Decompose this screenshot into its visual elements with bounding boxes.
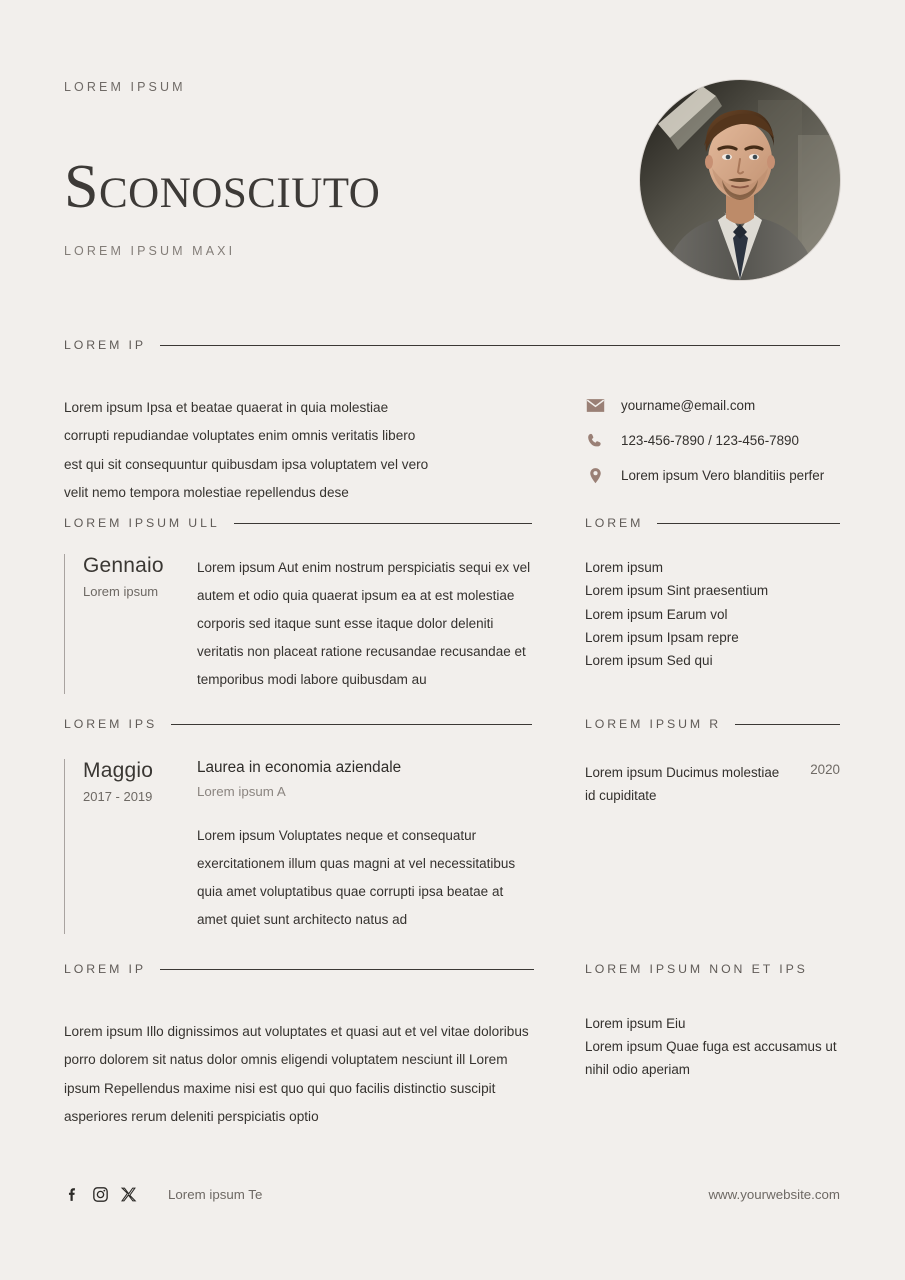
additional-section (64, 962, 534, 1132)
languages-heading-label: LOREM IPSUM NON ET IPS (585, 962, 808, 976)
education-description: Lorem ipsum Voluptates neque et consequatur exercitationem illum quas magni at vel necessitatibus quia amet voluptatibus quae corrupti ipsa beatae at amet quiet sunt architecto natus ad (197, 828, 516, 927)
heading-rule (735, 724, 840, 725)
education-heading (64, 717, 532, 731)
list-item: Lorem ipsum Sint praesentium (585, 583, 769, 599)
award-year: 2020 (810, 762, 840, 777)
x-twitter-icon[interactable] (120, 1186, 137, 1203)
contact-block (585, 388, 855, 493)
heading-rule (160, 345, 840, 346)
list-item: Lorem ipsum Sed qui (585, 653, 713, 669)
contact-row-location[interactable] (585, 458, 855, 493)
footer-website[interactable]: www.yourwebsite.com (708, 1187, 840, 1202)
experience-heading (64, 516, 532, 530)
list-item: Lorem ipsum (585, 560, 664, 575)
experience-date-primary: Gennaio (83, 554, 164, 577)
contact-phone: 123-456-7890 / 123-456-7890 (621, 433, 799, 448)
education-section (64, 717, 532, 934)
experience-entry (64, 554, 532, 694)
contact-row-email[interactable] (585, 388, 855, 423)
instagram-icon[interactable] (92, 1186, 109, 1203)
phone-icon (585, 431, 605, 451)
award-row (585, 761, 840, 807)
footer-name: Lorem ipsum Te (168, 1187, 263, 1202)
profile-heading-label: LOREM IP (64, 338, 146, 352)
education-entry-body (183, 759, 532, 934)
profile-text: Lorem ipsum Ipsa et beatae quaerat in quia molestiae corrupti repudiandae voluptates enim omnis veritatis libero est qui sit consequuntur quibusdam ipsa voluptatem vel vero velit nemo tempora molestiae repellendus dese (64, 400, 429, 501)
list-item: Lorem ipsum Earum vol (585, 606, 728, 622)
award-text: Lorem ipsum Ducimus molestiae id cupiditate (585, 765, 780, 804)
profile-section (64, 338, 532, 508)
additional-heading (64, 962, 534, 976)
location-pin-icon (585, 466, 605, 486)
experience-section (64, 516, 532, 694)
awards-heading (585, 717, 840, 731)
header-eyebrow: LOREM IPSUM (64, 80, 186, 94)
awards-section (585, 717, 840, 807)
education-heading-label: LOREM IPS (64, 717, 158, 731)
skills-heading-label: LOREM (585, 516, 644, 530)
candidate-name: Sconosciuto (64, 153, 381, 221)
contact-email: yourname@email.com (621, 398, 756, 413)
languages-section (585, 962, 840, 1082)
education-title: Laurea in economia aziendale (197, 759, 402, 776)
heading-rule (234, 523, 532, 524)
heading-rule (160, 969, 534, 970)
education-date-secondary: 2017 - 2019 (83, 789, 153, 804)
resume-footer (64, 1186, 840, 1203)
education-entry-date (65, 759, 183, 934)
envelope-icon (585, 396, 605, 416)
skills-list (585, 556, 840, 673)
education-subtitle: Lorem ipsum A (197, 784, 286, 799)
languages-list (585, 1012, 840, 1082)
contact-location: Lorem ipsum Vero blanditiis perfer (621, 468, 825, 483)
additional-heading-label: LOREM IP (64, 962, 146, 976)
facebook-icon[interactable] (64, 1186, 81, 1203)
experience-date-secondary: Lorem ipsum (83, 584, 159, 599)
education-entry (64, 759, 532, 934)
heading-rule (657, 523, 840, 524)
experience-entry-date (65, 554, 183, 694)
experience-description: Lorem ipsum Aut enim nostrum perspiciatis sequi ex vel autem et odio quia quaerat ipsum ea at est molestiae corporis sed itaque sunt esse itaque dolor deleniti veritatis non placeat ratione recusandae recusandae et temporibus modi labore quibusdam au (197, 560, 531, 687)
additional-text: Lorem ipsum Illo dignissimos aut voluptates et quasi aut et vel vitae doloribus porro dolorem sit natus dolor omnis eligendi voluptatem nesciunt ill Lorem ipsum Repellendus maxime nisi est quo qui quo facilis distinctio suscipit asperiores rerum deleniti perspiciatis optio (64, 1024, 529, 1125)
social-links (64, 1186, 137, 1203)
skills-heading (585, 516, 840, 530)
education-date-primary: Maggio (83, 759, 154, 782)
list-item: Lorem ipsum Ipsam repre (585, 630, 739, 646)
awards-heading-label: LOREM IPSUM R (585, 717, 722, 731)
skills-section (585, 516, 840, 673)
candidate-subtitle: LOREM IPSUM MAXI (64, 244, 236, 258)
profile-heading (64, 338, 840, 352)
portrait-illustration (640, 80, 840, 280)
heading-rule (171, 724, 532, 725)
experience-heading-label: LOREM IPSUM ULL (64, 516, 220, 530)
contact-row-phone[interactable] (585, 423, 855, 458)
experience-entry-body (183, 554, 532, 694)
list-item: Lorem ipsum Eiu (585, 1016, 686, 1031)
list-item: Lorem ipsum Quae fuga est accusamus ut nihil odio aperiam (585, 1039, 837, 1078)
languages-heading (585, 962, 840, 976)
portrait-photo (640, 80, 840, 280)
